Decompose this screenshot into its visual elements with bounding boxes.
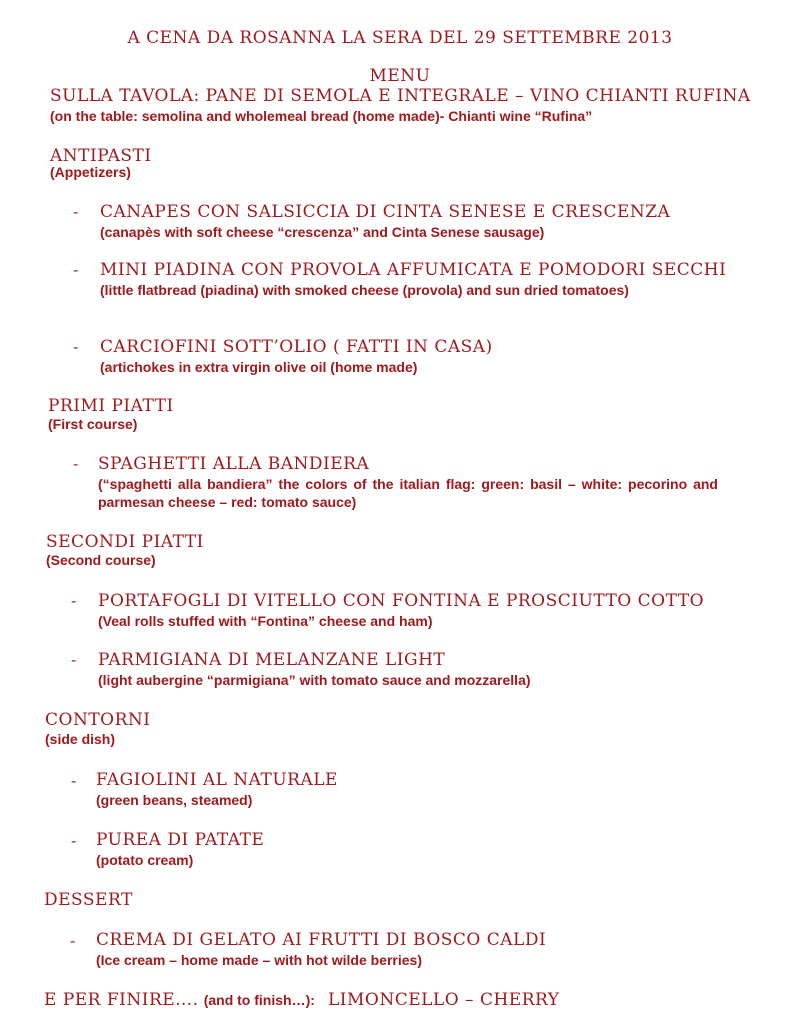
bullet-dash: - [70,933,76,950]
dish-english: (Ice cream – home made – with hot wilde berries) [96,952,422,968]
bullet-dash: - [73,262,79,279]
dish-italian: MINI PIADINA CON PROVOLA AFFUMICATA E POMODORI SECCHI [100,260,727,280]
section-title-contorni: CONTORNI [45,710,151,730]
dish-italian: SPAGHETTI ALLA BANDIERA [98,454,370,474]
dish-italian: CARCIOFINI SOTT’OLIO ( FATTI IN CASA) [100,337,493,357]
finish-line [44,990,560,1010]
finish-italian: E PER FINIRE…. [44,990,199,1010]
section-subtitle-secondi: (Second course) [46,552,156,568]
dish-english: (“spaghetti alla bandiera” the colors of the italian flag: green: basil – white: pecorino and parmesan cheese – red: tomato sauce) [98,476,718,510]
bullet-dash: - [73,456,79,473]
section-subtitle-contorni: (side dish) [45,731,116,747]
dish-english: (canapès with soft cheese “crescenza” and Cinta Senese sausage) [100,224,545,240]
section-title-secondi: SECONDI PIATTI [46,532,204,552]
section-title-dessert: DESSERT [44,890,133,910]
dish-english: (Veal rolls stuffed with “Fontina” cheese and ham) [98,613,433,629]
section-subtitle-primi: (First course) [48,416,138,432]
dish-english: (little flatbread (piadina) with smoked cheese (provola) and sun dried tomatoes) [100,282,629,298]
dish-italian: PARMIGIANA DI MELANZANE LIGHT [98,650,446,670]
menu-header: A CENA DA ROSANNA LA SERA DEL 29 SETTEMBRE 2013 [127,28,673,48]
dish-italian: CANAPES CON SALSICCIA DI CINTA SENESE E CRESCENZA [100,202,671,222]
dish-english: (green beans, steamed) [96,792,253,808]
dish-english: (potato cream) [96,852,194,868]
section-subtitle-antipasti: (Appetizers) [50,164,131,180]
dish-english: (light aubergine “parmigiana” with tomato sauce and mozzarella) [98,672,531,688]
menu-title: MENU [369,66,431,86]
section-title-antipasti: ANTIPASTI [50,146,152,166]
dish-italian: CREMA DI GELATO AI FRUTTI DI BOSCO CALDI [96,930,547,950]
finish-english: (and to finish…): [203,992,315,1008]
bullet-dash: - [73,204,79,221]
dish-english: (artichokes in extra virgin olive oil (home made) [100,359,418,375]
bullet-dash: - [71,833,77,850]
finish-drinks: LIMONCELLO – CHERRY [327,990,560,1010]
bullet-dash: - [73,339,79,356]
on-table-italian: SULLA TAVOLA: PANE DI SEMOLA E INTEGRALE – VINO CHIANTI RUFINA [50,86,751,106]
bullet-dash: - [71,593,77,610]
section-title-primi: PRIMI PIATTI [48,396,174,416]
dish-italian: FAGIOLINI AL NATURALE [96,770,338,790]
bullet-dash: - [71,652,77,669]
on-table-english: (on the table: semolina and wholemeal bread (home made)- Chianti wine “Rufina” [50,108,593,124]
bullet-dash: - [71,773,77,790]
dish-italian: PORTAFOGLI DI VITELLO CON FONTINA E PROSCIUTTO COTTO [98,591,705,611]
dish-italian: PUREA DI PATATE [96,830,265,850]
